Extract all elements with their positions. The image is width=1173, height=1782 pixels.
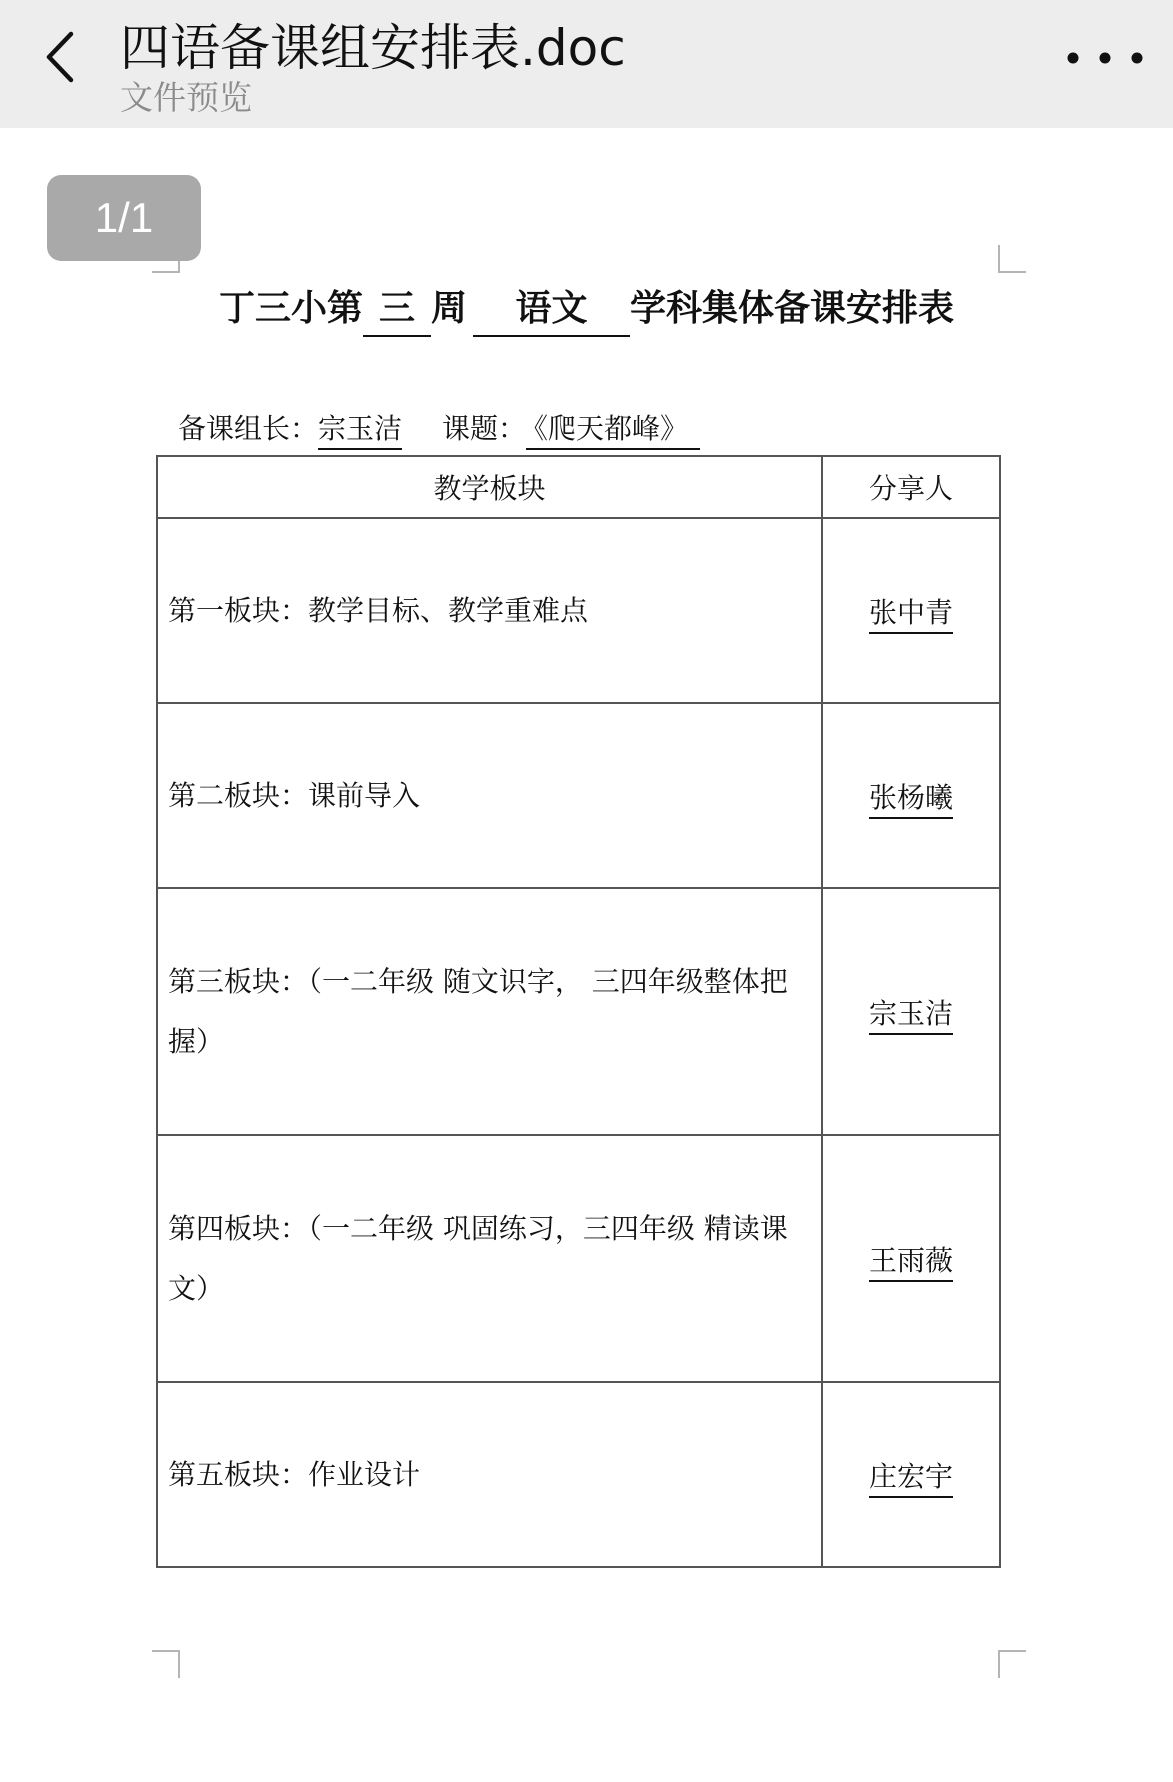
table-row: [157, 1135, 1000, 1382]
top-bar: [0, 0, 1173, 128]
topic-title: 《爬天都峰》: [526, 412, 700, 450]
page-corner-mark: [998, 1650, 1026, 1678]
document-filename: 四语备课组安排表.doc: [120, 19, 626, 77]
presenter-name: 宗玉洁: [869, 997, 953, 1035]
presenter-name: 王雨薇: [869, 1244, 953, 1282]
presenter-name: 张杨曦: [869, 781, 953, 819]
lesson-plan-table: [156, 455, 1001, 1568]
table-row: [157, 703, 1000, 888]
column-header-presenter: 分享人: [822, 456, 1000, 518]
presenter-cell: [822, 1135, 1000, 1382]
file-preview-label: 文件预览: [120, 78, 252, 117]
document-heading: [0, 280, 1173, 337]
more-horizontal-icon: [1063, 50, 1147, 66]
page-indicator: 1/1: [47, 175, 201, 261]
presenter-cell: [822, 703, 1000, 888]
block-cell: 第二板块：课前导入: [157, 703, 822, 888]
presenter-cell: [822, 888, 1000, 1135]
page-corner-mark: [998, 245, 1026, 273]
heading-week-suffix: 周: [430, 288, 467, 329]
block-cell: 第一板块：教学目标、教学重难点: [157, 518, 822, 703]
table-header-row: [157, 456, 1000, 518]
table-row: [157, 888, 1000, 1135]
table-row: [157, 1382, 1000, 1567]
block-cell: 第五板块：作业设计: [157, 1382, 822, 1567]
topic-label: 课题：: [442, 412, 527, 445]
chevron-left-icon: [43, 30, 77, 84]
table-row: [157, 518, 1000, 703]
presenter-name: 庄宏宇: [869, 1460, 953, 1498]
more-options-button[interactable]: [1060, 40, 1150, 76]
heading-week-blank: 三: [363, 280, 431, 337]
leader-name: 宗玉洁: [318, 412, 402, 450]
heading-prefix: 丁三小第: [218, 288, 363, 329]
page-corner-mark: [152, 1650, 180, 1678]
column-header-block: 教学板块: [157, 456, 822, 518]
heading-subject-blank: 语文: [473, 280, 630, 337]
block-cell: 第三板块：（一二年级 随文识字， 三四年级整体把握）: [157, 888, 822, 1135]
presenter-cell: [822, 1382, 1000, 1567]
presenter-cell: [822, 518, 1000, 703]
leader-label: 备课组长：: [178, 412, 319, 445]
presenter-name: 张中青: [869, 596, 953, 634]
heading-suffix: 学科集体备课安排表: [630, 288, 955, 329]
block-cell: 第四板块：（一二年级 巩固练习，三四年级 精读课文）: [157, 1135, 822, 1382]
lesson-meta: [178, 407, 700, 447]
back-button[interactable]: [30, 22, 90, 92]
